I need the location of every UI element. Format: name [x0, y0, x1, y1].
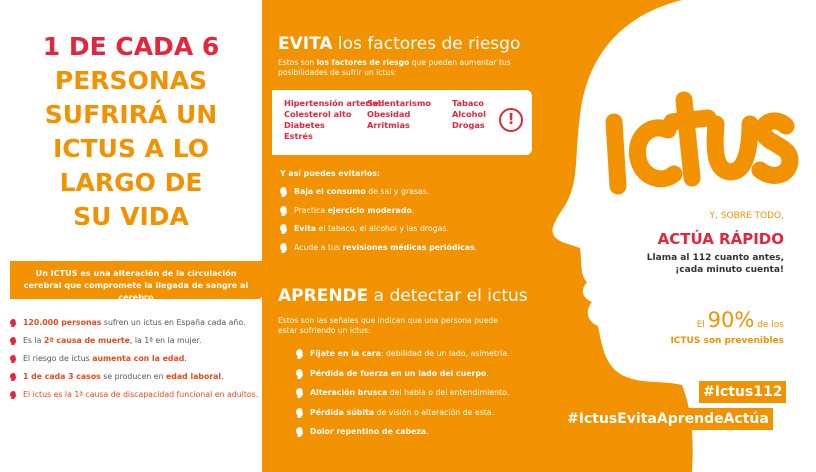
call-112 [604, 252, 784, 276]
sign-item [292, 408, 532, 418]
sign-bold: Dolor repentino de cabeza [310, 427, 427, 436]
head-bullet-icon [280, 243, 288, 253]
head-bullet-icon [10, 355, 17, 363]
head-bullet-icon [280, 224, 288, 234]
head-bullet-icon [296, 427, 304, 437]
definition-banner: Un ICTUS es una alteración de la circulación cerebral que compromete la llegada de sangre al cerebro [10, 261, 262, 299]
fact-text: . [221, 372, 224, 381]
prevention-tips-list [276, 187, 526, 261]
tip-bold: Evita [294, 224, 317, 233]
evitar-intro: Y así puedes evitarlos: [280, 169, 380, 178]
fact-bold: 120.000 personas [23, 318, 102, 327]
preventable-text: ICTUS son prevenibles [670, 336, 784, 346]
head-bullet-icon [280, 206, 288, 216]
head-bullet-icon [296, 408, 304, 418]
sign-text: del habla o del entendimiento. [387, 388, 510, 397]
sign-text: . [426, 427, 429, 436]
sign-item [292, 388, 532, 398]
head-bullet-icon [10, 391, 17, 399]
tip-bold: revisiones médicas periódicas [342, 242, 475, 252]
info-panel [262, 0, 816, 472]
sign-item [292, 369, 532, 379]
evita-sub-rest: que pueden aumentar tus posibilidades de sufrir un ictus: [278, 58, 511, 77]
risk-column-2 [367, 98, 431, 131]
pct-post: de los [754, 320, 784, 330]
tip-item [276, 243, 526, 253]
sign-text: . [486, 368, 489, 378]
sign-text: de visión o alteración de esta. [374, 407, 495, 417]
risk-factor: Obesidad [367, 109, 411, 119]
sign-text: : debilidad de un lado, asimetría. [380, 349, 510, 358]
risk-factor: Colesterol alto [284, 109, 352, 119]
sign-bold: Pérdida de fuerza en un lado del cuerpo [310, 368, 487, 378]
risk-factor: Alcohol [452, 109, 486, 119]
fact-bold: 2ª causa de muerte [43, 336, 130, 345]
headline-line-1: 1 DE CADA 6 [42, 32, 220, 61]
fact-text: El riesgo de ictus [23, 354, 93, 363]
head-bullet-icon [10, 337, 17, 345]
risk-factor: Sedentarismo [367, 98, 432, 108]
evita-sub-bold: los factores de riesgo [316, 58, 410, 67]
fact-bold: aumenta con la edad [92, 354, 185, 363]
tip-bold: Baja el consumo [294, 187, 366, 196]
head-bullet-icon [296, 369, 304, 379]
sign-bold: Fíjate en la cara [310, 349, 381, 358]
headline-line-3: SUFRIRÁ UN [44, 100, 218, 129]
sign-bold: Alteración brusca [310, 388, 388, 397]
evita-title-rest: los factores de riesgo [332, 34, 521, 54]
headline-line-2: PERSONAS [54, 66, 208, 95]
risk-factor: Estrés [284, 131, 313, 141]
tip-text: Acude a tus [294, 242, 343, 252]
risk-factor: Tabaco [452, 98, 484, 108]
fact-text: . [184, 354, 187, 363]
risk-factor: Drogas [452, 120, 485, 130]
pct-pre: El [696, 320, 708, 330]
fact-bold: edad laboral [166, 372, 222, 381]
headline-line-6: SU VIDA [73, 202, 189, 231]
head-bullet-icon [10, 319, 17, 327]
tip-text: . [474, 242, 478, 252]
fact-text: El ictus es la 1ª causa de discapacidad funcional en adultos. [23, 390, 259, 399]
left-column [0, 0, 262, 472]
head-bullet-icon [296, 349, 304, 359]
fact-item [10, 354, 260, 364]
evita-sub-pre: Estos son [278, 58, 317, 67]
evita-subtitle [278, 58, 518, 78]
fact-item [10, 318, 260, 328]
head-bullet-icon [10, 373, 17, 381]
sign-item [292, 427, 532, 437]
facts-list [10, 318, 260, 408]
risk-factor: Diabetes [284, 120, 325, 130]
risk-factor: Arritmias [367, 120, 410, 130]
call-line-2: ¡cada minuto cuenta! [675, 265, 784, 275]
sign-bold: Pérdida súbita [310, 407, 375, 417]
aprende-subtitle: Estos son las señales que indican que una persona puede estar sufriendo un ictus: [278, 316, 498, 335]
ictus-logo [600, 78, 800, 200]
tip-text: . [411, 205, 415, 215]
hashtag-ictus112: #Ictus112 [699, 381, 786, 403]
head-bullet-icon [280, 187, 288, 197]
tip-item [276, 206, 526, 216]
tip-text: Practica [294, 205, 328, 215]
fact-text: , la 1ª en la mujer. [129, 336, 202, 345]
fact-item [10, 390, 260, 400]
warning-signs-list [292, 349, 532, 447]
risk-factor: Hipertensión arterial [284, 98, 381, 108]
hashtag-campaign: #IctusEvitaAprendeActúa [563, 408, 773, 430]
headline [12, 30, 250, 234]
aprende-title [278, 286, 528, 306]
pct-number: 90% [707, 308, 755, 332]
evita-title-bold: EVITA [278, 34, 333, 54]
headline-line-4: ICTUS A LO [52, 134, 210, 163]
aprende-title-rest: a detectar el ictus [368, 286, 528, 306]
sobre-todo: Y, SOBRE TODO, [709, 211, 784, 221]
risk-column-3 [452, 98, 486, 131]
tip-item [276, 187, 526, 197]
call-line-1: Llama al 112 cuanto antes, [646, 253, 784, 263]
tip-text: de sal y grasas. [365, 187, 430, 196]
percentage-line [648, 308, 784, 332]
head-bullet-icon [296, 388, 304, 398]
fact-item [10, 372, 260, 382]
fact-bold: 1 de cada 3 casos [23, 372, 101, 381]
risk-factors-box [272, 90, 532, 155]
evita-title [278, 34, 520, 54]
tip-item [276, 224, 526, 234]
alert-icon: ! [499, 108, 523, 132]
fact-text: sufren un ictus en España cada año. [101, 318, 246, 327]
headline-line-5: LARGO DE [59, 168, 203, 197]
aprende-title-bold: APRENDE [278, 286, 369, 306]
actua-rapido: ACTÚA RÁPIDO [657, 230, 784, 248]
fact-text: se producen en [100, 372, 167, 381]
fact-item [10, 336, 260, 346]
sign-item [292, 349, 532, 359]
fact-text: Es la [23, 336, 44, 345]
tip-bold: ejercicio moderado [327, 205, 412, 215]
tip-text: el tabaco, el alcohol y las drogas. [316, 224, 449, 233]
